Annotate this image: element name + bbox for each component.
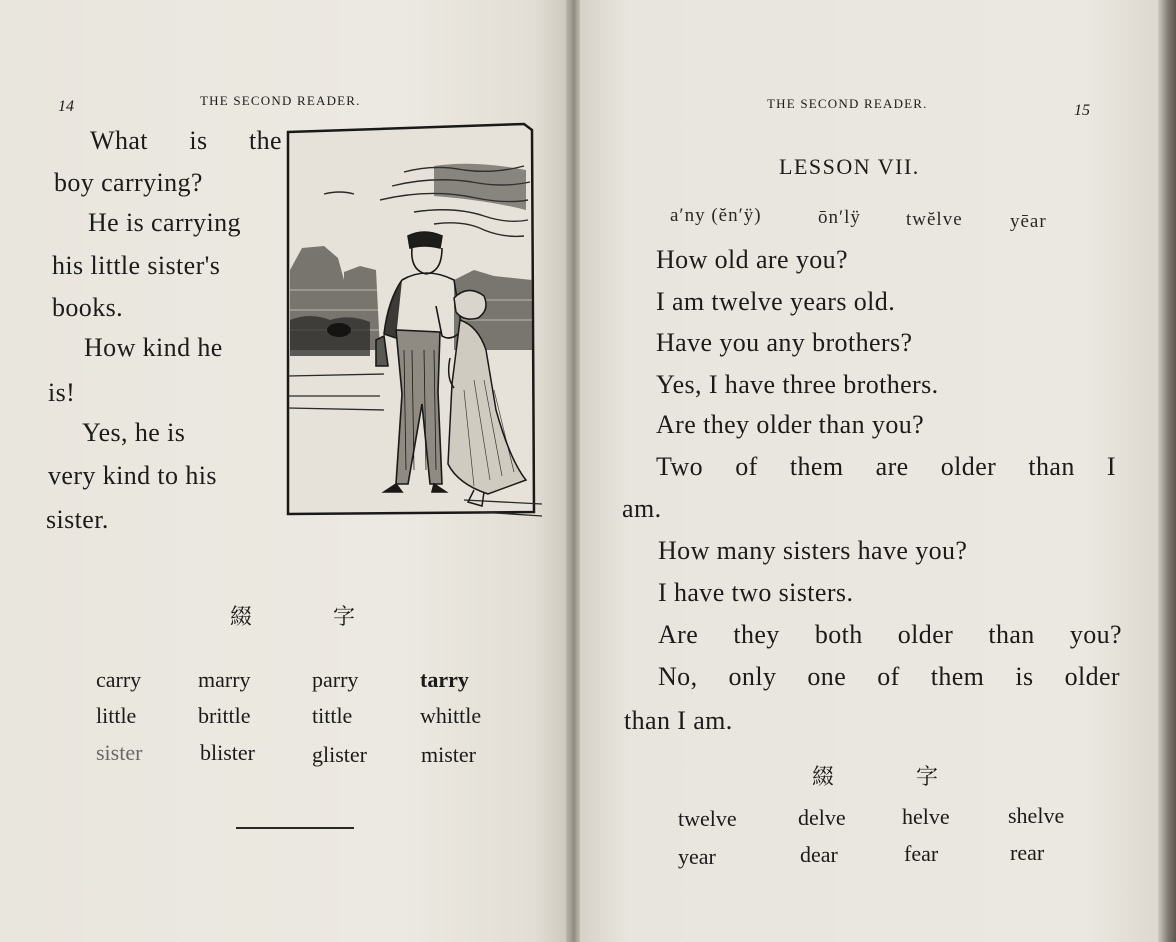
right-text-line-12: than I am.: [624, 706, 733, 735]
spelling-word: twelve: [678, 806, 737, 831]
pronunciation-word: a′ny (ĕn′ÿ): [670, 205, 762, 226]
right-text-line-8: How many sisters have you?: [658, 536, 968, 565]
spelling-word: tarry: [420, 667, 469, 692]
spelling-word: mister: [421, 742, 476, 767]
left-text-line-6: How kind he: [84, 333, 223, 362]
left-text-line-1: [90, 126, 282, 156]
left-text-line-4: his little sister's: [52, 251, 221, 280]
right-text-line-2: I am twelve years old.: [656, 287, 896, 316]
right-spelling-heading-2: 字: [916, 765, 939, 790]
spelling-word: helve: [902, 804, 950, 829]
right-text-line-5: Are they older than you?: [656, 410, 925, 439]
spelling-word: year: [678, 844, 716, 869]
pronunciation-word: twĕlve: [906, 209, 963, 230]
spelling-word: rear: [1010, 840, 1045, 865]
spelling-word: dear: [800, 842, 838, 867]
spelling-word: brittle: [198, 703, 251, 728]
right-spelling-heading-1: 綴: [812, 765, 835, 790]
left-text-line-9: very kind to his: [48, 461, 217, 490]
right-running-header: THE SECOND READER.: [767, 96, 928, 111]
left-spelling-heading-1: 綴: [230, 605, 253, 630]
spelling-word: whittle: [420, 703, 482, 728]
left-text-line-5: books.: [52, 293, 124, 322]
word-what: What: [90, 126, 148, 155]
left-text-line-7: is!: [48, 378, 76, 407]
right-text-line-3: Have you any brothers?: [656, 328, 913, 357]
right-text-line-6: Two of them are older than I: [656, 452, 1116, 481]
right-text-line-11: No, only one of them is older: [658, 662, 1120, 691]
left-running-header: THE SECOND READER.: [200, 93, 361, 108]
book-edge: [1158, 0, 1176, 942]
left-text-line-8: Yes, he is: [82, 418, 186, 447]
right-text-line-7: am.: [622, 494, 662, 523]
spelling-word: glister: [312, 742, 367, 767]
pronunciation-word: ōn′lÿ: [818, 207, 861, 228]
spelling-word: carry: [96, 667, 142, 692]
right-text-line-1: How old are you?: [656, 245, 848, 274]
right-page: [580, 0, 1176, 942]
spelling-word: delve: [798, 805, 846, 830]
right-text-line-4: Yes, I have three brothers.: [656, 370, 939, 399]
end-rule: [236, 827, 354, 829]
left-text-line-10: sister.: [46, 505, 109, 534]
word-is: is: [189, 126, 208, 155]
spelling-word: parry: [312, 667, 359, 692]
lesson-title: LESSON VII.: [779, 154, 920, 179]
left-page: [0, 0, 574, 942]
left-text-line-3: He is carrying: [88, 208, 241, 237]
word-the: the: [249, 126, 282, 155]
right-text-line-10: Are they both older than you?: [658, 620, 1122, 649]
spelling-word: marry: [198, 667, 251, 692]
spelling-word: little: [96, 703, 137, 728]
spelling-word: fear: [904, 841, 939, 866]
boy-and-sister-illustration: [284, 120, 546, 520]
spelling-word: tittle: [312, 703, 353, 728]
left-page-number: 14: [58, 98, 74, 115]
spelling-word: sister: [96, 740, 143, 765]
spelling-word: shelve: [1008, 803, 1065, 828]
right-page-number: 15: [1074, 102, 1090, 119]
right-text-line-9: I have two sisters.: [658, 578, 854, 607]
left-text-line-2: boy carrying?: [54, 168, 203, 197]
left-spelling-heading-2: 字: [333, 605, 356, 630]
pronunciation-word: yēar: [1010, 211, 1047, 232]
spelling-word: blister: [200, 740, 255, 765]
